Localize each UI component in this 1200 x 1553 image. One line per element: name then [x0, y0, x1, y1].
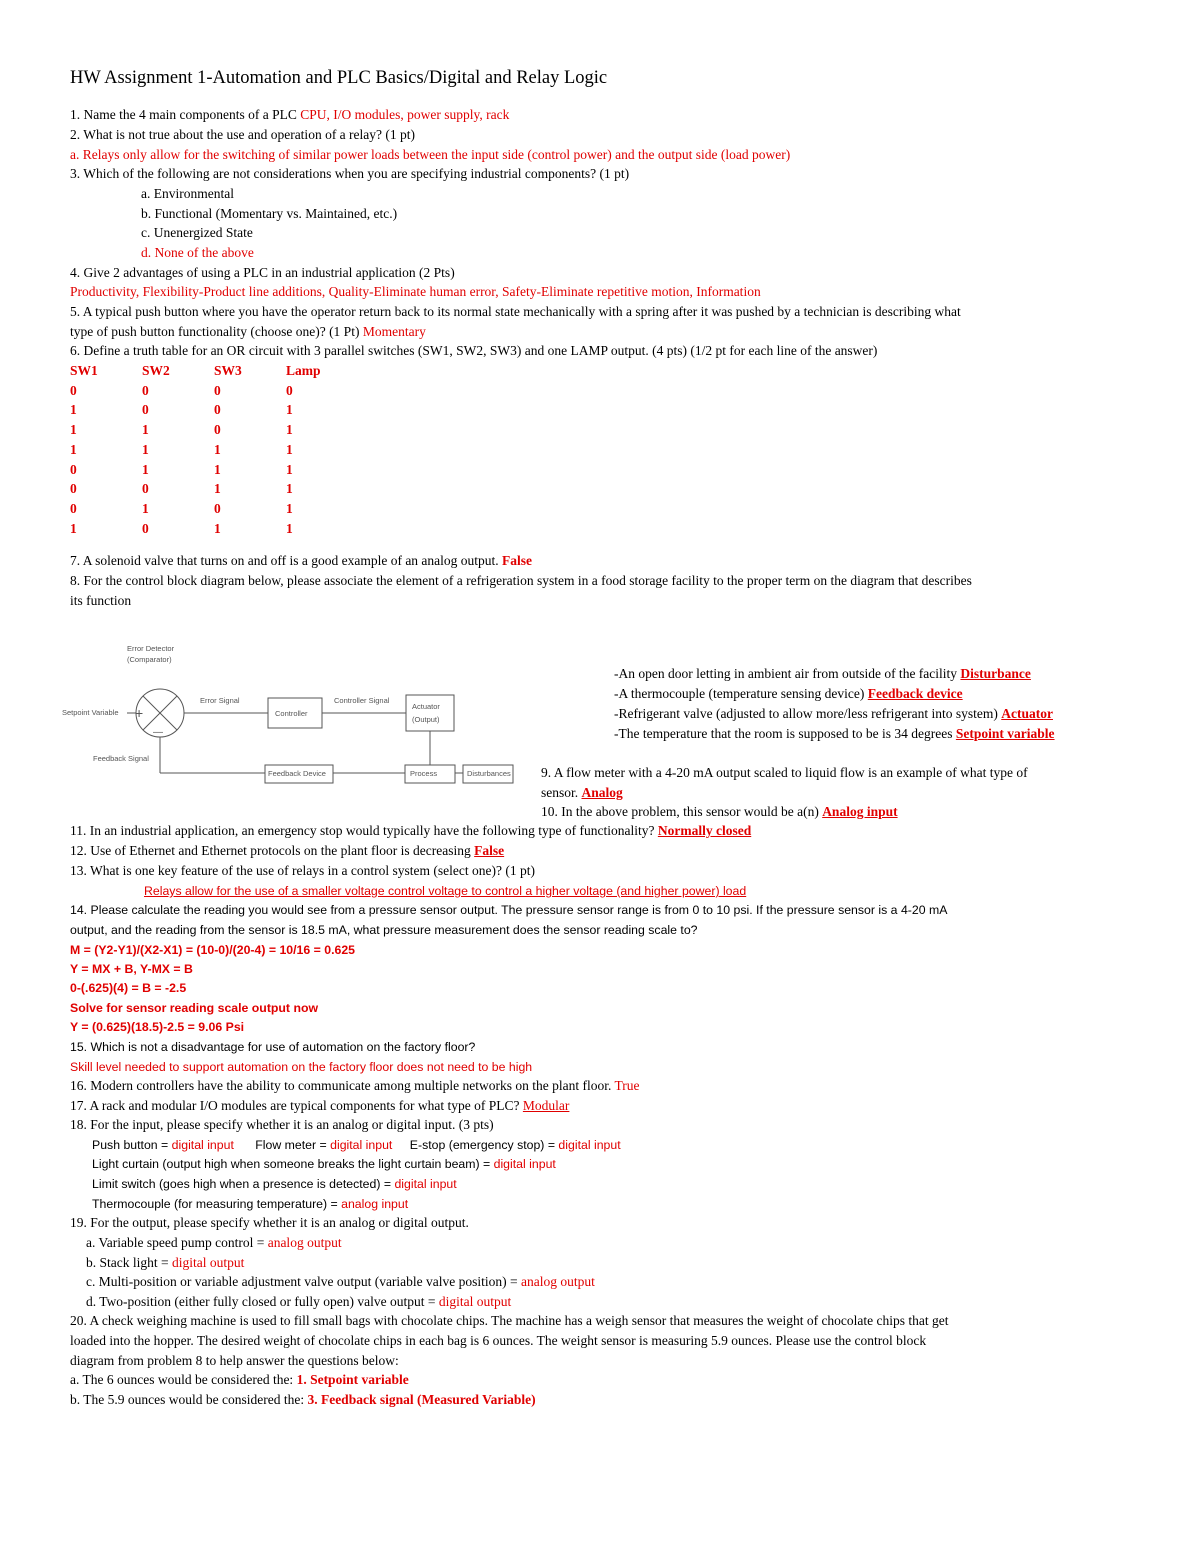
answer-11: Normally closed — [657, 823, 752, 838]
cell: 1 — [286, 461, 293, 477]
question-18: 18. For the input, please specify whether it is an analog or digital input. (3 pts) — [70, 1117, 494, 1132]
question-1: 1. Name the 4 main components of a PLC CPU, I/O modules, power supply, rack — [70, 107, 510, 122]
question-20-line1: 20. A check weighing machine is used to fill small bags with chocolate chips. The machine has a weigh sensor that measures the weight of chocolate chips that get — [70, 1313, 949, 1328]
header-cell: Lamp — [286, 363, 321, 378]
answer-14-line5: Y = (0.625)(18.5)-2.5 = 9.06 Psi — [70, 1020, 245, 1034]
question-20a: a. The 6 ounces would be considered the: 1. Setpoint variable — [70, 1372, 409, 1387]
answer-3: d. None of the above — [141, 245, 254, 260]
cell: 0 — [70, 500, 77, 516]
answer-17: Modular — [522, 1098, 570, 1113]
question-17: 17. A rack and modular I/O modules are typical components for what type of PLC? Modular — [70, 1098, 570, 1113]
question-12: 12. Use of Ethernet and Ethernet protocols on the plant floor is decreasing False — [70, 843, 505, 858]
q8-answer-setpoint: -The temperature that the room is supposed to be is 34 degrees Setpoint variable — [614, 726, 1055, 741]
cell: 0 — [214, 422, 221, 438]
table-row — [70, 479, 358, 499]
cell: 0 — [142, 481, 149, 497]
actuator-box — [406, 695, 454, 731]
cell: 1 — [214, 520, 221, 536]
cell: 1 — [286, 500, 293, 516]
answer-14-line3: 0-(.625)(4) = B = -2.5 — [70, 981, 187, 995]
answer-5: Momentary — [362, 324, 426, 339]
q8-answer-actuator: -Refrigerant valve (adjusted to allow more/less refrigerant into system) Actuator — [614, 706, 1053, 721]
cell: 1 — [286, 402, 293, 418]
question-6: 6. Define a truth table for an OR circuit with 3 parallel switches (SW1, SW2, SW3) and one LAMP output. (4 pts) (1/2 pt for each line of the answer) — [70, 343, 878, 358]
cell: 1 — [142, 422, 149, 438]
q8-answer-feedback: -A thermocouple (temperature sensing device) Feedback device — [614, 686, 963, 701]
control-block-diagram — [60, 638, 530, 803]
answer-20b: 3. Feedback signal (Measured Variable) — [307, 1392, 536, 1407]
actuator-output-label: (Output) — [412, 715, 440, 724]
answer-16: True — [614, 1078, 640, 1093]
question-19: 19. For the output, please specify whether it is an analog or digital output. — [70, 1215, 469, 1230]
header-cell: SW3 — [214, 363, 242, 378]
question-5-line1: 5. A typical push button where you have the operator return back to its normal state mechanically with a spring after it was pushed by a technician is describing what — [70, 304, 961, 319]
answer-1: CPU, I/O modules, power supply, rack — [300, 107, 510, 122]
table-row — [70, 400, 358, 420]
cell: 1 — [286, 422, 293, 438]
answer-14-line4: Solve for sensor reading scale output now — [70, 1001, 319, 1015]
table-row — [70, 519, 358, 539]
cell: 0 — [214, 402, 221, 418]
answer-10: Analog input — [822, 804, 898, 819]
q8-answer-disturbance: -An open door letting in ambient air from outside of the facility Disturbance — [614, 666, 1031, 681]
question-13: 13. What is one key feature of the use of relays in a control system (select one)? (1 pt) — [70, 863, 535, 878]
question-4: 4. Give 2 advantages of using a PLC in an industrial application (2 Pts) — [70, 265, 455, 280]
setpoint-label: Setpoint Variable — [62, 708, 119, 717]
process-label: Process — [410, 769, 438, 778]
question-11: 11. In an industrial application, an emergency stop would typically have the following type of functionality? Normally closed — [70, 823, 752, 838]
table-row — [70, 440, 358, 460]
question-3: 3. Which of the following are not considerations when you are specifying industrial components? (1 pt) — [70, 166, 630, 181]
answer-12: False — [474, 843, 505, 858]
cell: 1 — [286, 441, 293, 457]
feedback-signal-label: Feedback Signal — [93, 754, 149, 763]
answer-20a: 1. Setpoint variable — [296, 1372, 409, 1387]
error-signal-label: Error Signal — [200, 696, 240, 705]
question-8-line2: its function — [70, 593, 132, 608]
cell: 0 — [214, 500, 221, 516]
plus-sign: + — [135, 705, 144, 721]
question-18-line3: Limit switch (goes high when a presence is detected) = digital input — [92, 1177, 457, 1191]
option-3b: b. Functional (Momentary vs. Maintained, etc.) — [141, 206, 398, 221]
cell: 0 — [70, 382, 77, 398]
cell: 1 — [142, 461, 149, 477]
answer-15: Skill level needed to support automation on the factory floor does not need to be high — [70, 1060, 533, 1074]
cell: 1 — [286, 520, 293, 536]
page-title: HW Assignment 1-Automation and PLC Basics/Digital and Relay Logic — [70, 68, 608, 88]
cell: 1 — [70, 422, 77, 438]
question-20-line3: diagram from problem 8 to help answer the questions below: — [70, 1353, 399, 1368]
question-8-line1: 8. For the control block diagram below, please associate the element of a refrigeration system in a food storage facility to the proper term on the diagram that describes — [70, 573, 972, 588]
cell: 1 — [214, 461, 221, 477]
question-15: 15. Which is not a disadvantage for use of automation on the factory floor? — [70, 1040, 476, 1054]
question-2: 2. What is not true about the use and operation of a relay? (1 pt) — [70, 127, 416, 142]
cell: 1 — [70, 402, 77, 418]
answer-14-line1: M = (Y2-Y1)/(X2-X1) = (10-0)/(20-4) = 10/16 = 0.625 — [70, 943, 356, 957]
header-cell: SW2 — [142, 363, 170, 378]
option-3a: a. Environmental — [141, 186, 234, 201]
question-18-line2: Light curtain (output high when someone breaks the light curtain beam) = digital input — [92, 1157, 556, 1171]
question-16: 16. Modern controllers have the ability to communicate among multiple networks on the plant floor. True — [70, 1078, 640, 1093]
cell: 1 — [214, 441, 221, 457]
answer-14-line2: Y = MX + B, Y-MX = B — [70, 962, 193, 976]
question-14-line2: output, and the reading from the sensor is 18.5 mA, what pressure measurement does the sensor reading scale to? — [70, 923, 698, 937]
error-detector-label: Error Detector — [127, 644, 175, 653]
option-3c: c. Unenergized State — [141, 225, 253, 240]
cell: 0 — [142, 402, 149, 418]
question-19a: a. Variable speed pump control = analog output — [86, 1235, 342, 1250]
actuator-label: Actuator — [412, 702, 440, 711]
minus-sign: — — [153, 727, 163, 738]
question-10: 10. In the above problem, this sensor would be a(n) Analog input — [541, 804, 898, 819]
table-row — [70, 420, 358, 440]
header-cell: SW1 — [70, 363, 98, 378]
feedback-device-label: Feedback Device — [268, 769, 326, 778]
table-row — [70, 460, 358, 480]
cell: 1 — [70, 520, 77, 536]
question-9-line1: 9. A flow meter with a 4-20 mA output scaled to liquid flow is an example of what type of — [541, 765, 1028, 780]
answer-13: Relays allow for the use of a smaller voltage control voltage to control a higher voltage (and higher power) load — [144, 884, 747, 898]
question-18-line1: Push button = digital input Flow meter = digital input E-stop (emergency stop) = digital input — [92, 1138, 621, 1152]
question-18-line4: Thermocouple (for measuring temperature) = analog input — [92, 1197, 409, 1211]
cell: 0 — [142, 382, 149, 398]
cell: 0 — [142, 520, 149, 536]
controller-signal-label: Controller Signal — [334, 696, 390, 705]
question-19c: c. Multi-position or variable adjustment valve output (variable valve position) = analog output — [86, 1274, 595, 1289]
question-9-line2: sensor. Analog — [541, 785, 623, 800]
answer-9: Analog — [581, 785, 623, 800]
question-7: 7. A solenoid valve that turns on and off is a good example of an analog output. False — [70, 553, 533, 568]
question-19b: b. Stack light = digital output — [86, 1255, 245, 1270]
question-19d: d. Two-position (either fully closed or fully open) valve output = digital output — [86, 1294, 512, 1309]
question-14-line1: 14. Please calculate the reading you would see from a pressure sensor output. The pressure sensor range is from 0 to 10 psi. If the pressure sensor is a 4-20 mA — [70, 903, 948, 917]
cell: 1 — [142, 441, 149, 457]
truth-table — [70, 361, 358, 538]
cell: 1 — [286, 481, 293, 497]
table-row — [70, 381, 358, 401]
cell: 1 — [214, 481, 221, 497]
cell: 1 — [142, 500, 149, 516]
cell: 0 — [70, 481, 77, 497]
cell: 1 — [70, 441, 77, 457]
truth-table-header — [70, 361, 358, 381]
answer-7: False — [502, 553, 533, 568]
cell: 0 — [286, 382, 293, 398]
question-20-line2: loaded into the hopper. The desired weight of chocolate chips in each bag is 6 ounces. The weight sensor is measuring 5.9 ounces. Please use the control block — [70, 1333, 927, 1348]
question-20b: b. The 5.9 ounces would be considered the: 3. Feedback signal (Measured Variable) — [70, 1392, 536, 1407]
controller-label: Controller — [275, 709, 308, 718]
cell: 0 — [70, 461, 77, 477]
table-row — [70, 499, 358, 519]
disturbances-label: Disturbances — [467, 769, 511, 778]
answer-4: Productivity, Flexibility-Product line additions, Quality-Eliminate human error, Safety-Eliminate repetitive motion, Information — [70, 284, 761, 299]
cell: 0 — [214, 382, 221, 398]
question-5-line2: type of push button functionality (choose one)? (1 Pt) Momentary — [70, 324, 426, 339]
comparator-label: (Comparator) — [127, 655, 172, 664]
answer-2: a. Relays only allow for the switching of similar power loads between the input side (control power) and the output side (load power) — [70, 147, 791, 162]
